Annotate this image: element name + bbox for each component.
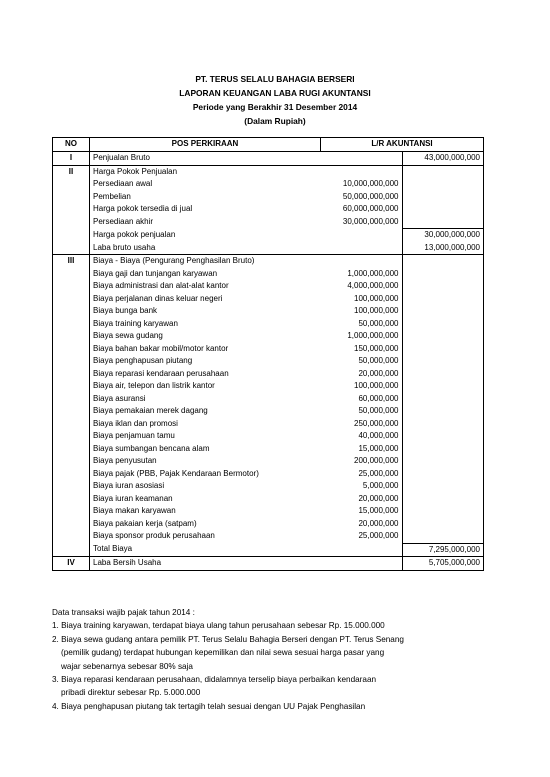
table-row — [53, 455, 484, 468]
detail-amount: 50,000,000 — [321, 318, 403, 331]
row-number — [53, 455, 90, 468]
table-row — [53, 280, 484, 293]
total-amount — [402, 380, 484, 393]
account-name: Biaya bunga bank — [93, 306, 158, 315]
total-amount — [402, 468, 484, 481]
total-amount — [402, 355, 484, 368]
total-amount — [402, 493, 484, 506]
account-name: Pembelian — [93, 191, 131, 201]
account-name: Biaya pakaian kerja (satpam) — [93, 518, 197, 528]
row-number: II — [53, 165, 90, 178]
currency-unit: (Dalam Rupiah) — [244, 116, 306, 126]
account-name: Biaya air, telepon dan listrik kantor — [93, 381, 215, 390]
note-line: wajar sebenarnya sebesar 80% saja — [61, 661, 193, 671]
account-name: Biaya training karyawan — [93, 318, 178, 328]
table-row — [53, 191, 484, 204]
total-amount — [402, 505, 484, 518]
table-row — [53, 355, 484, 368]
row-number — [53, 293, 90, 306]
detail-amount: 20,000,000 — [321, 368, 403, 381]
tax-notes — [52, 606, 404, 713]
header-pos-perkiraan: POS PERKIRAAN — [90, 138, 321, 152]
header-lr-akuntansi: L/R AKUNTANSI — [321, 138, 484, 152]
row-number — [53, 191, 90, 204]
total-amount — [402, 455, 484, 468]
detail-amount: 60,000,000,000 — [321, 203, 403, 216]
total-amount — [402, 165, 484, 178]
total-amount — [402, 255, 484, 268]
detail-amount: 5,000,000 — [321, 480, 403, 493]
row-number — [53, 468, 90, 481]
total-amount — [402, 343, 484, 356]
total-amount — [402, 480, 484, 493]
account-name: Biaya penjamuan tamu — [93, 431, 175, 440]
account-name: Biaya penyusutan — [93, 456, 157, 465]
account-name: Penjualan Bruto — [90, 152, 321, 166]
company-name: PT. TERUS SELALU BAHAGIA BERSERI — [195, 74, 355, 84]
row-number — [53, 343, 90, 356]
row-number: III — [53, 255, 90, 268]
account-name: Biaya pajak (PBB, Pajak Kendaraan Bermotor) — [93, 468, 259, 478]
detail-amount: 15,000,000 — [321, 443, 403, 456]
report-title: LAPORAN KEUANGAN LABA RUGI AKUNTANSI — [179, 88, 371, 98]
row-number — [53, 480, 90, 493]
detail-amount: 20,000,000 — [321, 493, 403, 506]
notes-heading: Data transaksi wajib pajak tahun 2014 : — [52, 608, 195, 617]
account-name: Biaya administrasi dan alat-alat kantor — [93, 281, 229, 290]
account-name: Biaya asuransi — [93, 393, 146, 403]
total-amount — [402, 330, 484, 343]
account-name: Laba Bersih Usaha — [90, 557, 321, 571]
account-name: Harga Pokok Penjualan — [90, 165, 321, 178]
account-name: Biaya iklan dan promosi — [93, 418, 178, 428]
detail-amount: 30,000,000,000 — [321, 216, 403, 229]
note-line: 2. Biaya sewa gudang antara pemilik PT. Terus Selalu Bahagia Berseri dengan PT. Terus Senang — [52, 634, 404, 644]
account-name: Total Biaya — [93, 544, 133, 554]
total-amount — [402, 293, 484, 306]
note-line: 3. Biaya reparasi kendaraan perusahaan, didalamnya terselip biaya perbaikan kendaraan — [52, 675, 377, 685]
total-amount — [402, 418, 484, 431]
account-name: Biaya reparasi kendaraan perusahaan — [93, 368, 229, 378]
row-number — [53, 443, 90, 456]
row-number — [53, 305, 90, 318]
table-row — [53, 293, 484, 306]
detail-amount: 150,000,000 — [321, 343, 403, 356]
detail-amount — [321, 255, 403, 268]
account-name: Biaya pemakaian merek dagang — [93, 406, 208, 415]
table-row — [53, 229, 484, 242]
table-row — [53, 305, 484, 318]
detail-amount: 25,000,000 — [321, 468, 403, 481]
total-amount — [402, 318, 484, 331]
table-row — [53, 468, 484, 481]
row-number — [53, 405, 90, 418]
row-number — [53, 242, 90, 255]
table-row — [53, 493, 484, 506]
account-name: Biaya penghapusan piutang — [93, 356, 193, 365]
detail-amount: 100,000,000 — [321, 293, 403, 306]
row-number — [53, 543, 90, 557]
detail-amount: 200,000,000 — [321, 455, 403, 468]
row-number — [53, 268, 90, 281]
detail-amount — [321, 152, 403, 166]
detail-amount: 50,000,000,000 — [321, 191, 403, 204]
row-number — [53, 380, 90, 393]
detail-amount: 10,000,000,000 — [321, 178, 403, 191]
table-row — [53, 178, 484, 191]
table-row — [53, 418, 484, 431]
table-row — [53, 480, 484, 493]
detail-amount: 100,000,000 — [321, 380, 403, 393]
total-amount — [402, 443, 484, 456]
income-statement-table — [52, 137, 484, 571]
table-row — [53, 242, 484, 255]
account-name: Persediaan akhir — [93, 216, 154, 226]
total-amount — [402, 216, 484, 229]
total-amount: 7,295,000,000 — [402, 543, 484, 557]
total-amount — [402, 530, 484, 543]
total-amount: 5,705,000,000 — [402, 557, 484, 571]
note-line: 1. Biaya training karyawan, terdapat biaya ulang tahun perusahaan sebesar Rp. 15.000.000 — [52, 621, 385, 631]
total-amount — [402, 368, 484, 381]
detail-amount: 15,000,000 — [321, 505, 403, 518]
row-number — [53, 318, 90, 331]
detail-amount: 40,000,000 — [321, 430, 403, 443]
total-amount — [402, 393, 484, 406]
total-amount — [402, 178, 484, 191]
row-number — [53, 418, 90, 431]
row-number — [53, 505, 90, 518]
detail-amount: 20,000,000 — [321, 518, 403, 531]
detail-amount: 25,000,000 — [321, 530, 403, 543]
total-amount — [402, 518, 484, 531]
detail-amount — [321, 242, 403, 255]
table-row — [53, 268, 484, 281]
table-row — [53, 152, 484, 166]
account-name: Biaya gaji dan tunjangan karyawan — [93, 268, 218, 278]
account-name: Biaya iuran asosiasi — [93, 481, 165, 490]
total-amount: 13,000,000,000 — [402, 242, 484, 255]
account-name: Persediaan awal — [93, 179, 153, 188]
report-period: Periode yang Berakhir 31 Desember 2014 — [192, 102, 358, 112]
account-name: Biaya iuran keamanan — [93, 493, 173, 503]
detail-amount — [321, 165, 403, 178]
note-line: pribadi direktur sebesar Rp. 5.000.000 — [61, 688, 201, 698]
table-row — [53, 518, 484, 531]
row-number: IV — [53, 557, 90, 571]
total-amount — [402, 305, 484, 318]
detail-amount — [321, 229, 403, 242]
row-number — [53, 518, 90, 531]
account-name: Harga pokok tersedia di jual — [93, 204, 193, 213]
detail-amount: 1,000,000,000 — [321, 268, 403, 281]
table-row — [53, 165, 484, 178]
note-line: 4. Biaya penghapusan piutang tak tertagih telah sesuai dengan UU Pajak Penghasilan — [52, 701, 366, 711]
account-name: Laba bruto usaha — [93, 242, 156, 252]
total-amount — [402, 430, 484, 443]
row-number — [53, 178, 90, 191]
detail-amount: 1,000,000,000 — [321, 330, 403, 343]
note-line: (pemilik gudang) terdapat hubungan kepemilikan dan nilai sewa sesuai harga pasar yang — [61, 648, 385, 658]
table-row — [53, 393, 484, 406]
account-name: Biaya sewa gudang — [93, 331, 163, 340]
detail-amount: 250,000,000 — [321, 418, 403, 431]
total-amount — [402, 191, 484, 204]
table-row — [53, 380, 484, 393]
row-number — [53, 355, 90, 368]
account-name: Biaya sponsor produk perusahaan — [93, 531, 215, 541]
table-header-row — [53, 138, 484, 152]
row-number — [53, 330, 90, 343]
detail-amount — [321, 557, 403, 571]
detail-amount: 60,000,000 — [321, 393, 403, 406]
row-number — [53, 216, 90, 229]
table-row — [53, 505, 484, 518]
table-row — [53, 216, 484, 229]
total-amount — [402, 405, 484, 418]
account-name: Harga pokok penjualan — [93, 229, 176, 239]
table-row — [53, 405, 484, 418]
row-number — [53, 393, 90, 406]
detail-amount — [321, 543, 403, 557]
detail-amount: 50,000,000 — [321, 405, 403, 418]
table-row — [53, 368, 484, 381]
table-row — [53, 557, 484, 571]
table-row — [53, 430, 484, 443]
table-row — [53, 255, 484, 268]
account-name: Biaya bahan bakar mobil/motor kantor — [93, 343, 229, 353]
detail-amount: 50,000,000 — [321, 355, 403, 368]
row-number — [53, 229, 90, 242]
row-number — [53, 280, 90, 293]
account-name: Biaya perjalanan dinas keluar negeri — [93, 293, 223, 303]
total-amount — [402, 280, 484, 293]
detail-amount: 100,000,000 — [321, 305, 403, 318]
table-row — [53, 530, 484, 543]
header-no: NO — [53, 138, 90, 152]
row-number — [53, 203, 90, 216]
table-row — [53, 443, 484, 456]
table-row — [53, 203, 484, 216]
row-number: I — [53, 152, 90, 166]
row-number — [53, 368, 90, 381]
total-amount: 43,000,000,000 — [402, 152, 484, 166]
account-name: Biaya sumbangan bencana alam — [93, 443, 210, 453]
table-row — [53, 543, 484, 557]
total-amount — [402, 268, 484, 281]
row-number — [53, 530, 90, 543]
detail-amount: 4,000,000,000 — [321, 280, 403, 293]
account-name: Biaya - Biaya (Pengurang Penghasilan Bruto) — [90, 255, 321, 268]
table-row — [53, 343, 484, 356]
row-number — [53, 430, 90, 443]
table-row — [53, 330, 484, 343]
table-row — [53, 318, 484, 331]
total-amount — [402, 203, 484, 216]
row-number — [53, 493, 90, 506]
total-amount: 30,000,000,000 — [402, 229, 484, 242]
account-name: Biaya makan karyawan — [93, 506, 176, 515]
